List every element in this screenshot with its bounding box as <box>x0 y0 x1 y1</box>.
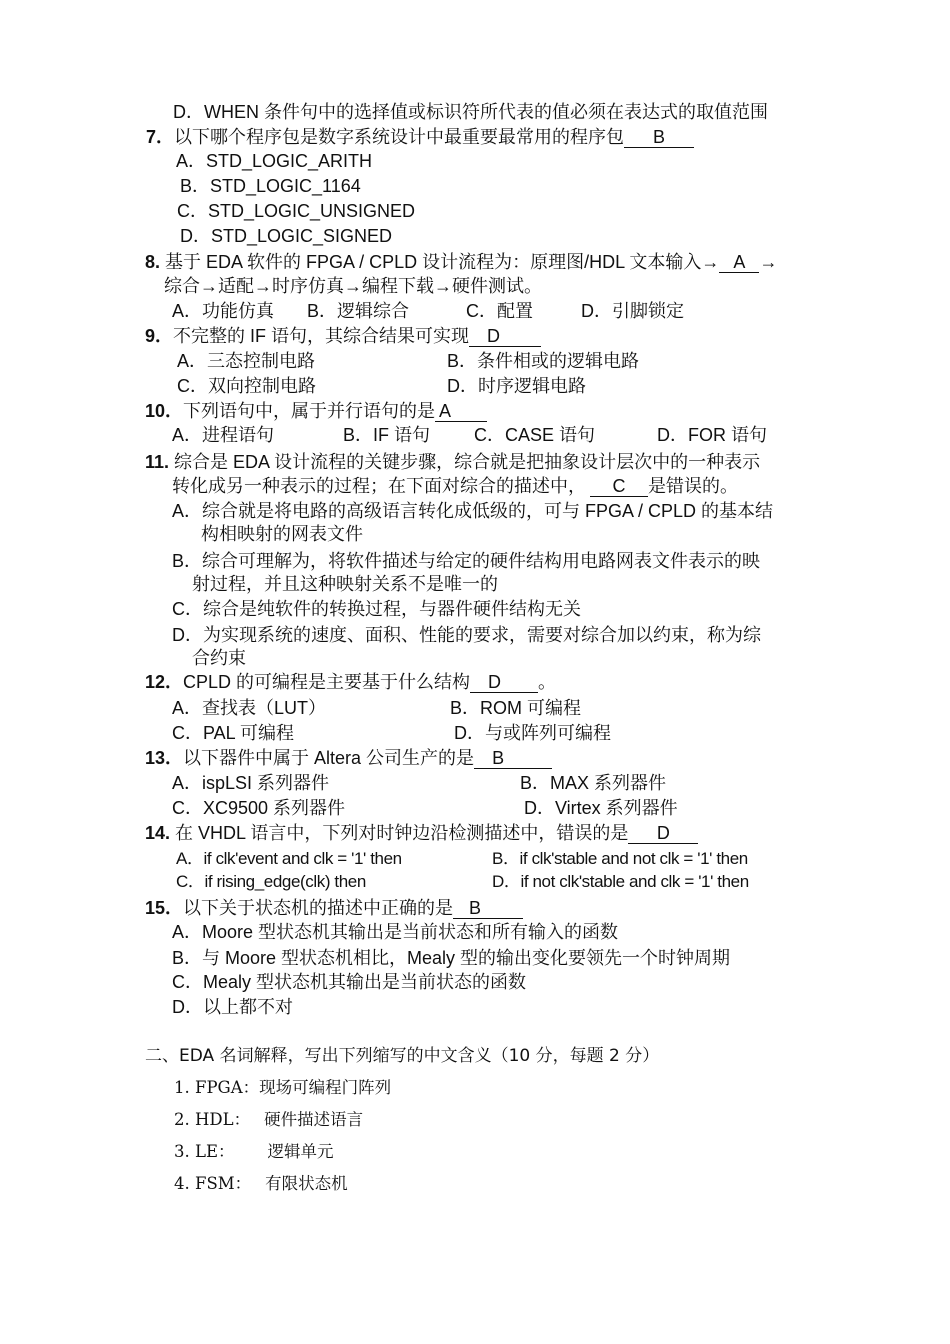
question-8-option-a <box>172 300 274 322</box>
question-15-option-c <box>172 971 526 993</box>
option-text: STD_LOGIC_UNSIGNED <box>208 201 416 221</box>
prev-question-option-d <box>173 101 768 123</box>
option-label: C． <box>176 872 205 891</box>
question-text: 转化成另一种表示的过程；在下面对综合的描述中， <box>172 476 586 496</box>
option-text: STD_LOGIC_1164 <box>210 176 361 196</box>
question-text-after: 是错误的。 <box>648 476 738 496</box>
option-label: C． <box>474 425 505 445</box>
option-text: Mealy 型状态机其输出是当前状态的函数 <box>203 972 527 992</box>
option-label: B． <box>172 551 203 571</box>
option-text: 条件相或的逻辑电路 <box>477 351 640 371</box>
question-14-option-b <box>492 848 748 870</box>
answer-blank: A <box>719 253 759 273</box>
option-label: D． <box>172 625 203 645</box>
option-label: A． <box>172 773 203 793</box>
option-label: B． <box>172 948 203 968</box>
question-number: 11. <box>145 452 170 472</box>
question-number: 8. <box>145 252 161 272</box>
question-14-stem <box>145 822 698 844</box>
option-label: D． <box>581 301 612 321</box>
option-label: C． <box>172 723 203 743</box>
question-number: 7． <box>146 127 175 147</box>
option-text: 与 Moore 型状态机相比，Mealy 型的输出变化要领先一个时钟周期 <box>202 948 731 968</box>
answer-blank: D <box>469 327 541 347</box>
option-text: 为实现系统的速度、面积、性能的要求，需要对综合加以约束，称为综 <box>203 625 761 645</box>
question-15-option-a <box>172 921 618 943</box>
question-12-option-d <box>454 722 611 744</box>
term-meaning: 现场可编程门阵列 <box>259 1078 392 1097</box>
question-7-stem <box>146 126 694 148</box>
option-label: B． <box>180 176 211 196</box>
question-15-option-b <box>172 947 730 969</box>
question-13-stem <box>145 747 552 769</box>
question-15-option-d <box>172 996 293 1018</box>
question-12-stem <box>145 671 556 693</box>
question-number: 9． <box>145 326 174 346</box>
question-11-option-b <box>172 550 760 572</box>
option-text: 配置 <box>497 301 533 321</box>
term-abbr: FPGA： <box>195 1078 260 1097</box>
option-label: B． <box>492 849 520 868</box>
option-text: STD_LOGIC_SIGNED <box>211 226 393 246</box>
option-label: C． <box>177 201 208 221</box>
question-12-option-c <box>172 722 294 744</box>
question-10-option-a <box>172 424 274 446</box>
option-text: 进程语句 <box>202 425 275 445</box>
option-label: B． <box>447 351 478 371</box>
option-text: 双向控制电路 <box>208 376 316 396</box>
question-14-option-a <box>176 848 402 870</box>
term-meaning: 硬件描述语言 <box>264 1110 364 1129</box>
question-14-option-c <box>176 871 366 893</box>
option-text: 三态控制电路 <box>207 351 316 371</box>
question-13-option-a <box>172 772 329 794</box>
term-abbr: HDL： <box>195 1110 251 1129</box>
question-11-stem <box>145 451 760 473</box>
option-text: FOR 语句 <box>688 425 767 445</box>
option-label: A． <box>176 151 207 171</box>
question-number: 15． <box>145 898 184 918</box>
question-11-option-b-cont: 射过程，并且这种映射关系不是唯一的 <box>192 574 498 594</box>
option-text: 综合可理解为，将软件描述与给定的硬件结构用电路网表文件表示的映 <box>202 551 761 571</box>
option-label: A． <box>177 351 208 371</box>
option-text: WHEN 条件句中的选择值或标识符所代表的值必须在表达式的取值范围 <box>204 102 768 122</box>
question-number: 14. <box>145 823 171 843</box>
question-12-option-b <box>450 697 581 719</box>
question-13-option-b <box>520 772 666 794</box>
option-label: C． <box>466 301 497 321</box>
option-label: D． <box>447 376 478 396</box>
answer-blank: B <box>624 128 694 148</box>
option-label: D． <box>492 872 521 891</box>
question-7-option-a <box>176 150 372 172</box>
option-text: Moore 型状态机其输出是当前状态和所有输入的函数 <box>202 922 619 942</box>
option-label: D． <box>657 425 688 445</box>
question-8-stem <box>145 251 777 273</box>
option-label: C． <box>172 798 203 818</box>
question-11-option-c <box>172 598 581 620</box>
question-15-stem <box>145 897 523 919</box>
question-11-option-d-cont: 合约束 <box>192 648 246 668</box>
question-11-option-a <box>172 500 773 522</box>
question-text: 以下哪个程序包是数字系统设计中最重要最常用的程序包 <box>174 127 625 147</box>
question-10-stem <box>145 400 487 422</box>
question-text: CPLD 的可编程是主要基于什么结构 <box>183 672 471 692</box>
term-item-3 <box>174 1141 334 1163</box>
question-9-stem <box>145 325 541 347</box>
question-number: 10． <box>145 401 184 421</box>
question-8-option-d <box>581 300 684 322</box>
option-text: 综合是纯软件的转换过程，与器件硬件结构无关 <box>203 599 581 619</box>
option-label: D． <box>172 997 203 1017</box>
question-12-option-a <box>172 697 326 719</box>
answer-blank: B <box>453 899 523 919</box>
option-label: B． <box>307 301 338 321</box>
question-text: 以下关于状态机的描述中正确的是 <box>183 898 454 918</box>
option-label: D． <box>524 798 555 818</box>
question-text: 下列语句中，属于并行语句的是 <box>183 401 436 421</box>
term-item-4 <box>174 1173 348 1195</box>
question-14-option-d <box>492 871 749 893</box>
answer-blank: D <box>628 824 698 844</box>
question-7-option-d <box>180 225 392 247</box>
option-text: CASE 语句 <box>505 425 596 445</box>
question-9-option-d <box>447 375 586 397</box>
option-label: C． <box>177 376 208 396</box>
question-13-option-c <box>172 797 345 819</box>
option-text: IF 语句 <box>373 425 431 445</box>
question-text: 基于 EDA 软件的 FPGA / CPLD 设计流程为：原理图/HDL 文本输入→ <box>165 252 720 272</box>
term-number: 4. <box>174 1174 190 1193</box>
question-8-option-b <box>307 300 409 322</box>
question-7-option-b <box>180 175 361 197</box>
option-label: A． <box>176 849 204 868</box>
question-13-option-d <box>524 797 678 819</box>
term-abbr: LE： <box>195 1142 235 1161</box>
option-label: D． <box>173 102 204 122</box>
question-text-after: 。 <box>538 672 557 692</box>
question-11-option-a-cont: 构相映射的网表文件 <box>201 524 363 544</box>
option-text: 功能仿真 <box>202 301 275 321</box>
option-label: D． <box>454 723 485 743</box>
question-11-option-d <box>172 624 761 646</box>
term-item-2 <box>174 1109 363 1131</box>
option-label: A． <box>172 698 203 718</box>
section-2-heading: 二、EDA 名词解释，写出下列缩写的中文含义（10 分，每题 2 分） <box>145 1046 660 1066</box>
option-text: if rising_edge(clk) then <box>204 872 366 891</box>
term-number: 3. <box>174 1142 190 1161</box>
question-10-option-c <box>474 424 595 446</box>
term-number: 2. <box>174 1110 190 1129</box>
option-label: A． <box>172 425 203 445</box>
option-text: if clk'event and clk = '1' then <box>203 849 402 868</box>
answer-blank: A <box>435 402 487 422</box>
question-text: 在 VHDL 语言中，下列对时钟边沿检测描述中，错误的是 <box>175 823 629 843</box>
question-8-stem-line2: 综合→适配→时序仿真→编程下载→硬件测试。 <box>164 276 542 296</box>
option-label: B． <box>520 773 551 793</box>
option-text: 查找表（LUT） <box>202 698 327 718</box>
question-9-option-a <box>177 350 315 372</box>
option-text: Virtex 系列器件 <box>555 798 678 818</box>
question-text: 综合是 EDA 设计流程的关键步骤，综合就是把抽象设计层次中的一种表示 <box>174 452 761 472</box>
question-8-option-c <box>466 300 533 322</box>
question-number: 13． <box>145 748 184 768</box>
option-text: PAL 可编程 <box>203 723 295 743</box>
option-text: 与或阵列可编程 <box>485 723 611 743</box>
question-7-option-c <box>177 200 415 222</box>
term-meaning: 有限状态机 <box>265 1174 348 1193</box>
option-label: B． <box>343 425 374 445</box>
option-text: 逻辑综合 <box>337 301 410 321</box>
term-meaning: 逻辑单元 <box>267 1142 334 1161</box>
question-text: 以下器件中属于 Altera 公司生产的是 <box>183 748 475 768</box>
option-label: B． <box>450 698 481 718</box>
question-text: 不完整的 IF 语句，其综合结果可实现 <box>173 326 470 346</box>
option-text: ROM 可编程 <box>480 698 582 718</box>
question-text-after: → <box>759 252 778 272</box>
question-9-option-c <box>177 375 316 397</box>
term-item-1 <box>174 1077 391 1099</box>
option-text: XC9500 系列器件 <box>203 798 346 818</box>
option-label: D． <box>180 226 211 246</box>
option-text: ispLSI 系列器件 <box>202 773 330 793</box>
option-label: A． <box>172 301 203 321</box>
question-9-option-b <box>447 350 639 372</box>
option-label: A． <box>172 501 203 521</box>
term-abbr: FSM： <box>195 1174 252 1193</box>
option-label: C． <box>172 972 203 992</box>
option-text: 以上都不对 <box>203 997 293 1017</box>
term-number: 1. <box>174 1078 190 1097</box>
question-number: 12． <box>145 672 184 692</box>
question-10-option-b <box>343 424 430 446</box>
option-text: 综合就是将电路的高级语言转化成低级的，可与 FPGA / CPLD 的基本结 <box>202 501 774 521</box>
option-text: 引脚锁定 <box>612 301 684 321</box>
option-text: STD_LOGIC_ARITH <box>206 151 373 171</box>
answer-blank: B <box>474 749 552 769</box>
question-10-option-d <box>657 424 767 446</box>
question-11-stem-line2 <box>172 475 738 497</box>
answer-blank: C <box>590 477 648 497</box>
answer-blank: D <box>470 673 538 693</box>
option-text: 时序逻辑电路 <box>478 376 586 396</box>
option-label: C． <box>172 599 203 619</box>
option-text: if clk'stable and not clk = '1' then <box>519 849 748 868</box>
option-label: A． <box>172 922 203 942</box>
option-text: MAX 系列器件 <box>550 773 667 793</box>
option-text: if not clk'stable and clk = '1' then <box>520 872 749 891</box>
